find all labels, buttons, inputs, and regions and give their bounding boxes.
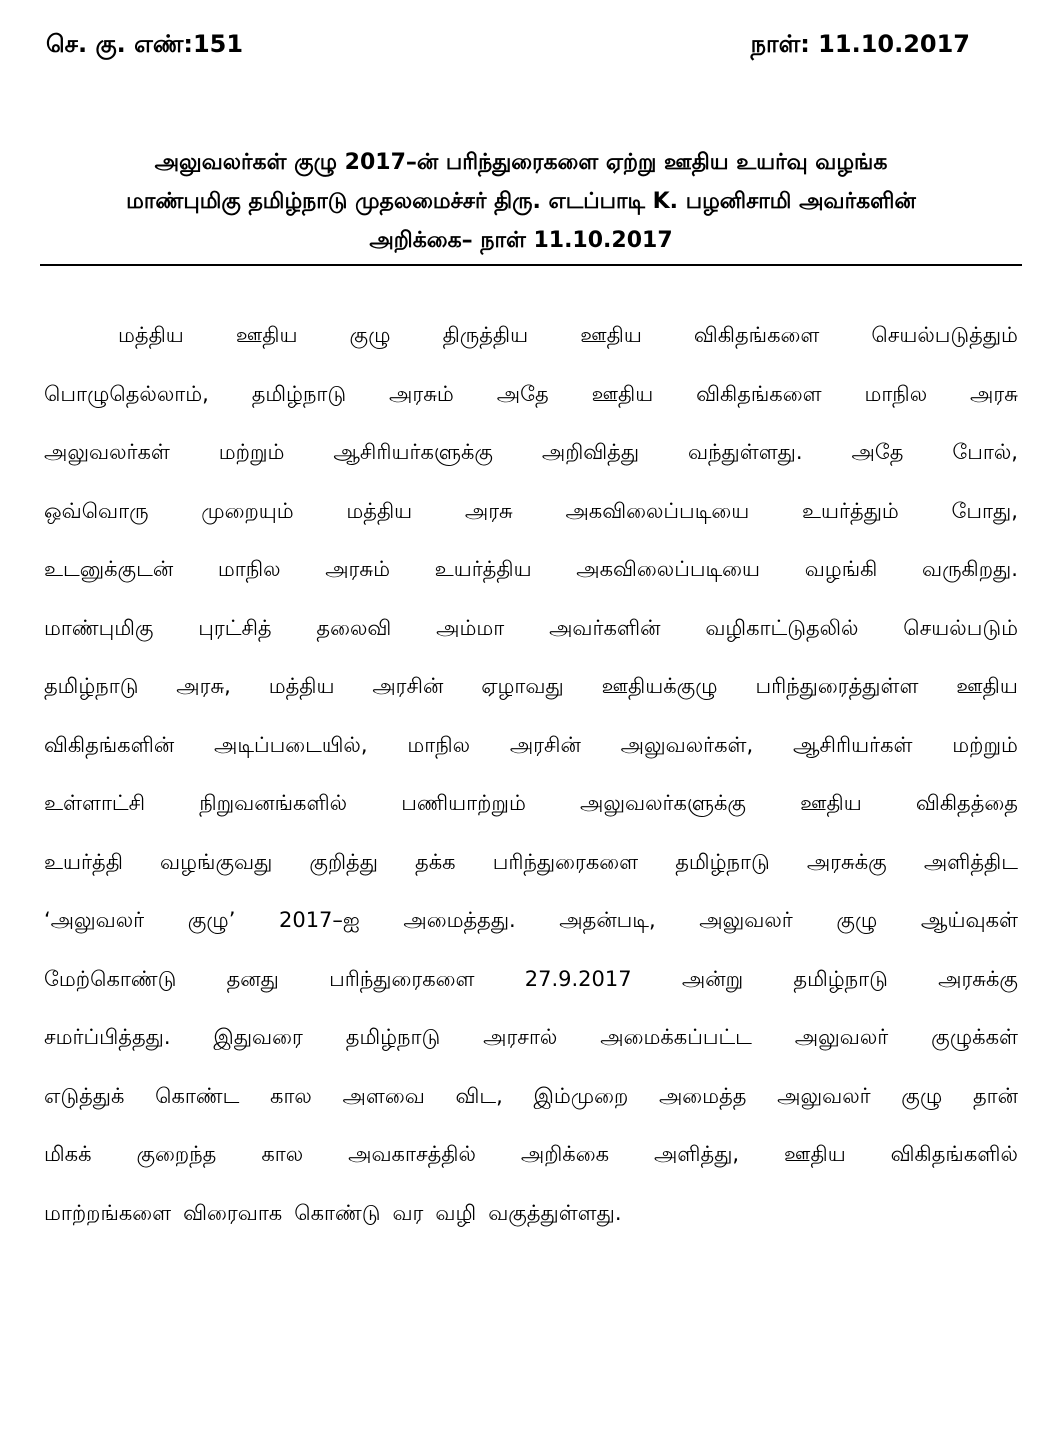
body-word: வகுத்துள்ளது. bbox=[488, 1200, 622, 1225]
body-word: குறைந்த bbox=[136, 1142, 217, 1166]
body-word: விகிதத்தை bbox=[915, 791, 1018, 815]
body-word: தமிழ்நாடு bbox=[793, 966, 888, 991]
body-word: அரசும் bbox=[325, 557, 390, 581]
body-word: ஊதிய bbox=[580, 323, 642, 347]
body-word: தக்க bbox=[415, 849, 456, 874]
body-word: அளித்திட bbox=[923, 849, 1018, 874]
body-word: குறித்து bbox=[309, 849, 378, 874]
body-word: கால bbox=[261, 1142, 304, 1166]
body-line bbox=[44, 423, 1018, 482]
body-word: உடனுக்குடன் bbox=[44, 557, 174, 581]
body-word: மத்திய bbox=[346, 498, 413, 523]
body-word: ‘அலுவலர் bbox=[44, 908, 145, 932]
body-word: முறையும் bbox=[201, 498, 294, 523]
body-word: அரசு bbox=[464, 498, 513, 523]
body-word: வழங்குவது bbox=[160, 849, 273, 874]
body-word: குழு bbox=[836, 908, 878, 932]
title-line: அலுவலர்கள் குழு 2017–ன் பரிந்துரைகளை ஏற்று ஊதிய உயர்வு வழங்க bbox=[154, 150, 888, 175]
body-word: மிகக் bbox=[44, 1142, 92, 1166]
body-word: அகவிலைப்படியை bbox=[576, 557, 761, 581]
body-word: அமைத்தது. bbox=[403, 908, 516, 932]
body-word: அலுவலர் bbox=[699, 908, 793, 932]
body-word: விகிதங்களின் bbox=[44, 732, 175, 757]
body-word: ஆசிரியர்கள் bbox=[792, 732, 913, 757]
body-word: அரசால் bbox=[483, 1025, 558, 1049]
body-word: குழு bbox=[349, 323, 391, 347]
body-word: அவர்களின் bbox=[549, 615, 661, 640]
body-word: அரசும் bbox=[389, 381, 454, 406]
body-word: ஊதிய bbox=[800, 791, 862, 815]
body-word: தமிழ்நாடு bbox=[251, 381, 347, 406]
document-title bbox=[40, 143, 1002, 260]
body-word: செயல்படும் bbox=[903, 615, 1018, 640]
body-word: தான் bbox=[972, 1083, 1018, 1108]
body-word: மாநில bbox=[864, 381, 928, 406]
body-word: மேற்கொண்டு bbox=[44, 966, 177, 991]
body-word: ஊதிய bbox=[784, 1142, 846, 1166]
body-word: வழி bbox=[435, 1200, 477, 1225]
body-line bbox=[44, 950, 1018, 1009]
body-paragraph bbox=[44, 306, 1018, 1242]
body-word: மற்றும் bbox=[952, 732, 1018, 757]
body-word: விகிதங்களில் bbox=[890, 1142, 1018, 1166]
body-word: அமைத்த bbox=[658, 1083, 747, 1108]
body-word: எடுத்துக் bbox=[44, 1083, 125, 1108]
body-word: மாநில bbox=[407, 732, 471, 757]
document-date: நாள்: 11.10.2017 bbox=[750, 30, 970, 58]
body-word: அன்று bbox=[681, 966, 744, 991]
body-line bbox=[44, 657, 1018, 716]
body-word: ஆசிரியர்களுக்கு bbox=[333, 440, 493, 464]
body-word: உயர்த்திய bbox=[434, 557, 532, 581]
body-word: அடிப்படையில், bbox=[213, 732, 368, 757]
body-word: அரசின் bbox=[509, 732, 581, 757]
body-word: அரசு, bbox=[176, 674, 231, 698]
body-word: அவகாசத்தில் bbox=[348, 1142, 476, 1166]
body-word: அலுவலர்களுக்கு bbox=[580, 791, 746, 815]
body-word: அமைக்கப்பட்ட bbox=[600, 1025, 752, 1049]
body-word: அலுவலர் bbox=[777, 1083, 871, 1108]
body-word: பொழுதெல்லாம், bbox=[44, 381, 209, 406]
title-line: அறிக்கை– நாள் 11.10.2017 bbox=[369, 228, 673, 253]
body-line bbox=[44, 306, 1018, 365]
body-word: அரசுக்கு bbox=[806, 849, 887, 874]
body-word: அரசு bbox=[970, 381, 1018, 406]
body-word: வர bbox=[392, 1200, 424, 1225]
reference-number: செ. கு. எண்:151 bbox=[46, 30, 244, 58]
body-line bbox=[44, 1125, 1018, 1184]
body-word: அலுவலர்கள், bbox=[620, 732, 754, 757]
body-line bbox=[44, 599, 1018, 658]
body-line bbox=[44, 1067, 1018, 1126]
body-word: ஊதிய bbox=[591, 381, 654, 406]
body-word: பணியாற்றும் bbox=[401, 791, 526, 815]
body-line bbox=[44, 1008, 1018, 1067]
body-word: தலைவி bbox=[316, 615, 392, 640]
body-word: விகிதங்களை bbox=[693, 323, 820, 347]
body-word: விட, bbox=[455, 1083, 503, 1108]
body-word: கொண்ட bbox=[155, 1083, 240, 1108]
body-word: வழிகாட்டுதலில் bbox=[705, 615, 859, 640]
body-word: உயர்த்தும் bbox=[801, 498, 899, 523]
body-word: குழு bbox=[901, 1083, 943, 1108]
body-word: தமிழ்நாடு bbox=[345, 1025, 441, 1049]
body-word: அறிக்கை bbox=[520, 1142, 610, 1166]
body-word: கால bbox=[270, 1083, 312, 1108]
body-word: 2017–ஐ bbox=[278, 908, 360, 932]
body-word: தமிழ்நாடு bbox=[675, 849, 770, 874]
body-word: அரசுக்கு bbox=[938, 966, 1018, 991]
body-word: வழங்கி bbox=[804, 557, 878, 581]
body-word: மாண்புமிகு bbox=[44, 615, 154, 640]
body-word: சமர்ப்பித்தது. bbox=[44, 1025, 171, 1049]
body-word: உள்ளாட்சி bbox=[44, 791, 146, 815]
body-word: தமிழ்நாடு bbox=[44, 674, 139, 698]
body-word: மற்றும் bbox=[218, 440, 285, 464]
body-word: புரட்சித் bbox=[198, 615, 272, 640]
body-word: மாநில bbox=[217, 557, 281, 581]
body-word: 27.9.2017 bbox=[524, 966, 632, 991]
body-line bbox=[44, 365, 1018, 424]
body-line bbox=[44, 716, 1018, 775]
body-word: ஆய்வுகள் bbox=[920, 908, 1018, 932]
body-word: வந்துள்ளது. bbox=[687, 440, 803, 464]
body-word: கொண்டு bbox=[294, 1200, 381, 1225]
body-word: விகிதங்களை bbox=[696, 381, 822, 406]
body-word: அலுவலர்கள் bbox=[44, 440, 170, 464]
title-line: மாண்புமிகு தமிழ்நாடு முதலமைச்சர் திரு. எடப்பாடி K. பழனிசாமி அவர்களின் bbox=[126, 189, 916, 214]
body-word: குழுக்கள் bbox=[931, 1025, 1018, 1049]
body-word: அறிவித்து bbox=[541, 440, 640, 464]
body-word: அலுவலர் bbox=[794, 1025, 889, 1049]
title-divider bbox=[40, 264, 1022, 266]
body-line bbox=[44, 891, 1018, 950]
body-line bbox=[44, 540, 1018, 599]
body-word: மத்திய bbox=[118, 323, 184, 347]
body-word: அரசின் bbox=[372, 674, 444, 698]
body-word: அகவிலைப்படியை bbox=[565, 498, 750, 523]
body-word: அதே bbox=[496, 381, 549, 406]
body-word: மத்திய bbox=[268, 674, 335, 698]
body-word: போது, bbox=[951, 498, 1018, 523]
body-word: இதுவரை bbox=[213, 1025, 303, 1049]
body-line bbox=[44, 833, 1018, 892]
body-word: இம்முறை bbox=[533, 1083, 629, 1108]
body-word: பரிந்துரைத்துள்ள bbox=[755, 674, 919, 698]
body-word: தனது bbox=[226, 966, 279, 991]
body-word: ஊதிய bbox=[235, 323, 298, 347]
body-word: குழு’ bbox=[187, 908, 236, 932]
body-word: அளவை bbox=[342, 1083, 425, 1108]
document-header bbox=[46, 30, 970, 70]
body-word: உயர்த்தி bbox=[44, 849, 123, 874]
body-word: ஒவ்வொரு bbox=[44, 498, 149, 523]
body-word: அதன்படி, bbox=[559, 908, 656, 932]
body-line bbox=[44, 1184, 1018, 1243]
body-word: பரிந்துரைகளை bbox=[329, 966, 475, 991]
body-word: ஊதிய bbox=[956, 674, 1018, 698]
body-word: செயல்படுத்தும் bbox=[871, 323, 1018, 347]
body-word: அளித்து, bbox=[653, 1142, 740, 1166]
body-word: திருத்திய bbox=[442, 323, 529, 347]
body-word: பரிந்துரைகளை bbox=[492, 849, 639, 874]
body-word: போல், bbox=[952, 440, 1018, 464]
body-line bbox=[44, 774, 1018, 833]
body-word: அதே bbox=[851, 440, 904, 464]
body-word: ஏழாவது bbox=[481, 674, 564, 698]
body-line bbox=[44, 482, 1018, 541]
body-word: மாற்றங்களை bbox=[44, 1200, 172, 1225]
body-word: ஊதியக்குழு bbox=[601, 674, 718, 698]
body-word: நிறுவனங்களில் bbox=[199, 791, 348, 815]
body-word: அம்மா bbox=[436, 615, 505, 640]
body-word: விரைவாக bbox=[183, 1200, 283, 1225]
body-word: வருகிறது. bbox=[921, 557, 1018, 581]
